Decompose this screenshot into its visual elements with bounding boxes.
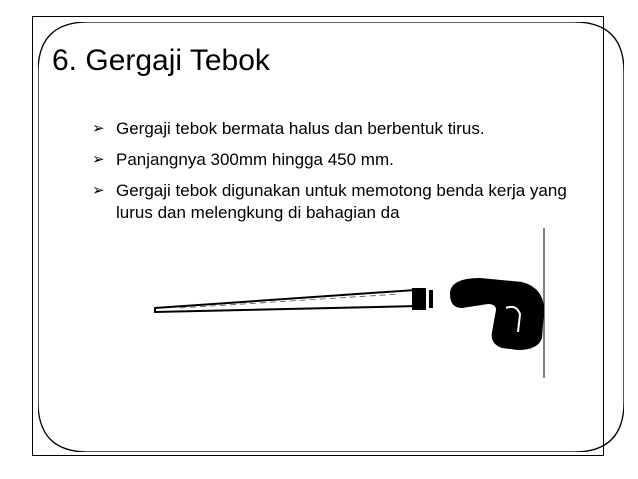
keyhole-saw-illustration — [150, 228, 550, 378]
arrow-bullet-icon: ➢ — [92, 120, 105, 137]
bullet-item — [92, 118, 592, 140]
bullet-text: Panjangnya 300mm hingga 450 mm. — [116, 150, 394, 169]
slide-title: 6. Gergaji Tebok — [52, 44, 270, 77]
arrow-bullet-icon: ➢ — [92, 182, 105, 199]
bullet-item — [92, 180, 592, 224]
arrow-bullet-icon: ➢ — [92, 151, 105, 168]
bullet-text: Gergaji tebok digunakan untuk memotong benda kerja yang lurus dan melengkung di bahagian da — [116, 181, 567, 222]
bullet-item — [92, 149, 592, 171]
bullet-text: Gergaji tebok bermata halus dan berbentuk tirus. — [116, 119, 485, 138]
bullet-list — [92, 118, 592, 233]
